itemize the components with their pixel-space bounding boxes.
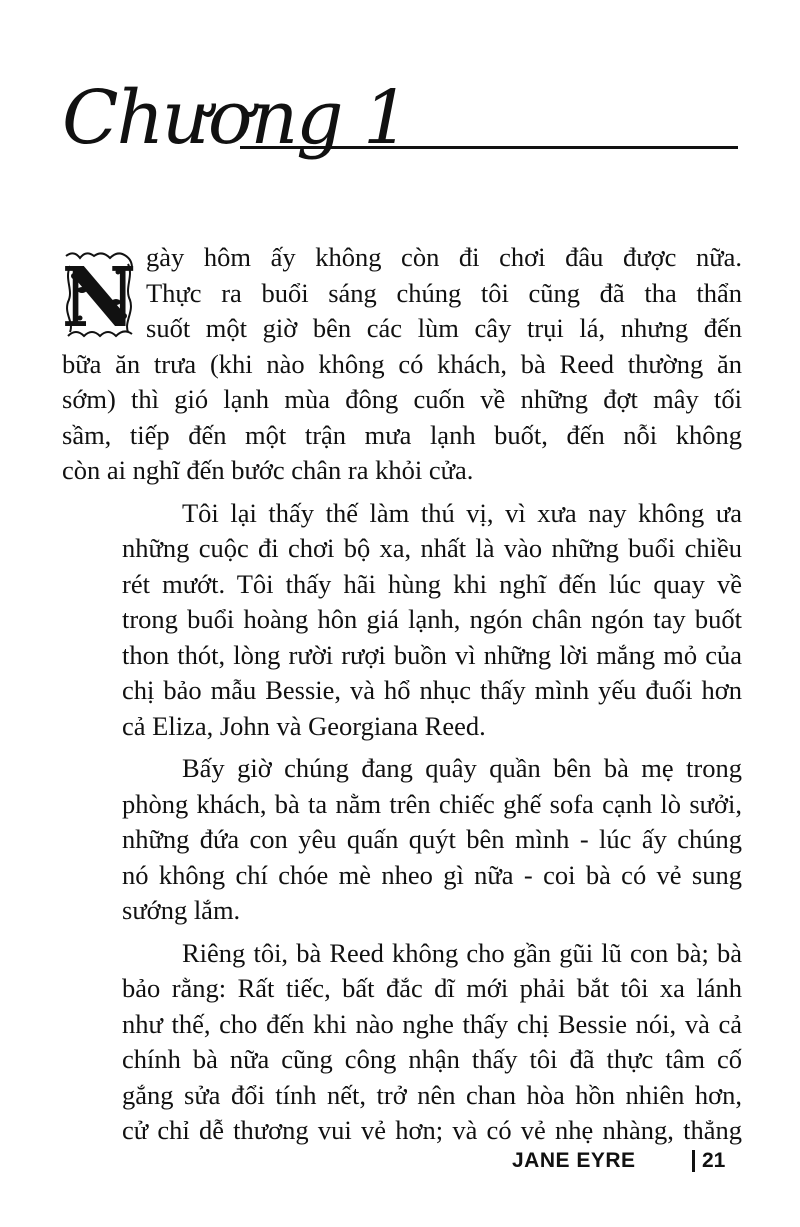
text-line: cả Eliza, John và Georgiana Reed.	[122, 710, 486, 741]
drop-cap-letter: N	[61, 250, 137, 344]
text-line: chị bảo mẫu Bessie, và hổ nhục thấy mình yếu đuối hơn	[122, 675, 742, 705]
text-line: nó không chí chóe mè nheo gì nữa - coi bà có vẻ sung	[122, 859, 742, 890]
footer-divider	[692, 1150, 695, 1172]
text-line: suốt một giờ bên các lùm cây trụi lá, nhưng đến	[146, 313, 742, 343]
text-line: gắng sửa đổi tính nết, trở nên chan hòa hồn nhiên hơn,	[122, 1079, 742, 1110]
paragraph-4	[62, 936, 742, 1149]
chapter-title: Chương 1	[62, 75, 409, 161]
drop-cap	[60, 246, 138, 344]
paragraph-1	[62, 240, 742, 489]
text-line: như thế, cho đến khi nào nghe thấy chị Bessie nói, và cả	[122, 1008, 742, 1039]
text-line: Tôi lại thấy thế làm thú vị, vì xưa nay không ưa	[182, 497, 742, 528]
text-line: phòng khách, bà ta nằm trên chiếc ghế sofa cạnh lò sưởi,	[122, 788, 742, 819]
page-number: 21	[702, 1149, 726, 1172]
chapter-heading	[62, 68, 752, 178]
book-title: JANE EYRE	[512, 1149, 636, 1172]
paragraph-2	[62, 496, 742, 745]
chapter-title-rule	[240, 146, 738, 149]
text-line: sướng lắm.	[122, 895, 241, 925]
text-line: gày hôm ấy không còn đi chơi đâu được nữa.	[146, 242, 742, 272]
text-line: sớm) thì gió lạnh mùa đông cuốn về những đợt mây tối	[62, 384, 742, 414]
text-line: trong buổi hoàng hôn giá lạnh, ngón chân ngón tay buốt	[122, 604, 742, 634]
text-line: những cuộc đi chơi bộ xa, nhất là vào những buổi chiều	[122, 533, 742, 563]
ornate-drop-cap-n-icon	[60, 246, 138, 344]
text-line: sầm, tiếp đến một trận mưa lạnh buốt, đến nỗi không	[62, 419, 742, 450]
text-line: những đứa con yêu quấn quýt bên mình - lúc ấy chúng	[122, 824, 742, 854]
text-line: Thực ra buổi sáng chúng tôi cũng đã tha thẩn	[146, 277, 742, 308]
running-footer	[500, 1146, 755, 1176]
text-line: bảo rằng: Rất tiếc, bất đắc dĩ mới phải bắt tôi xa lánh	[122, 973, 742, 1003]
paragraph-3	[62, 751, 742, 929]
text-line: cử chỉ dễ thương vui vẻ hơn; và có vẻ nhẹ nhàng, thẳng	[122, 1115, 742, 1145]
text-line: bữa ăn trưa (khi nào không có khách, bà Reed thường ăn	[62, 348, 742, 379]
text-line: Bấy giờ chúng đang quây quần bên bà mẹ trong	[182, 753, 742, 783]
chapter-body	[62, 240, 742, 1156]
text-line: thon thót, lòng rười rượi buồn vì những lời mắng mỏ của	[122, 639, 742, 670]
text-line: Riêng tôi, bà Reed không cho gần gũi lũ con bà; bà	[182, 937, 742, 968]
text-line: còn ai nghĩ đến bước chân ra khỏi cửa.	[62, 455, 474, 485]
text-line: chính bà nữa cũng công nhận thấy tôi đã thực tâm cố	[122, 1044, 742, 1074]
text-line: rét mướt. Tôi thấy hãi hùng khi nghĩ đến lúc quay về	[122, 568, 742, 599]
